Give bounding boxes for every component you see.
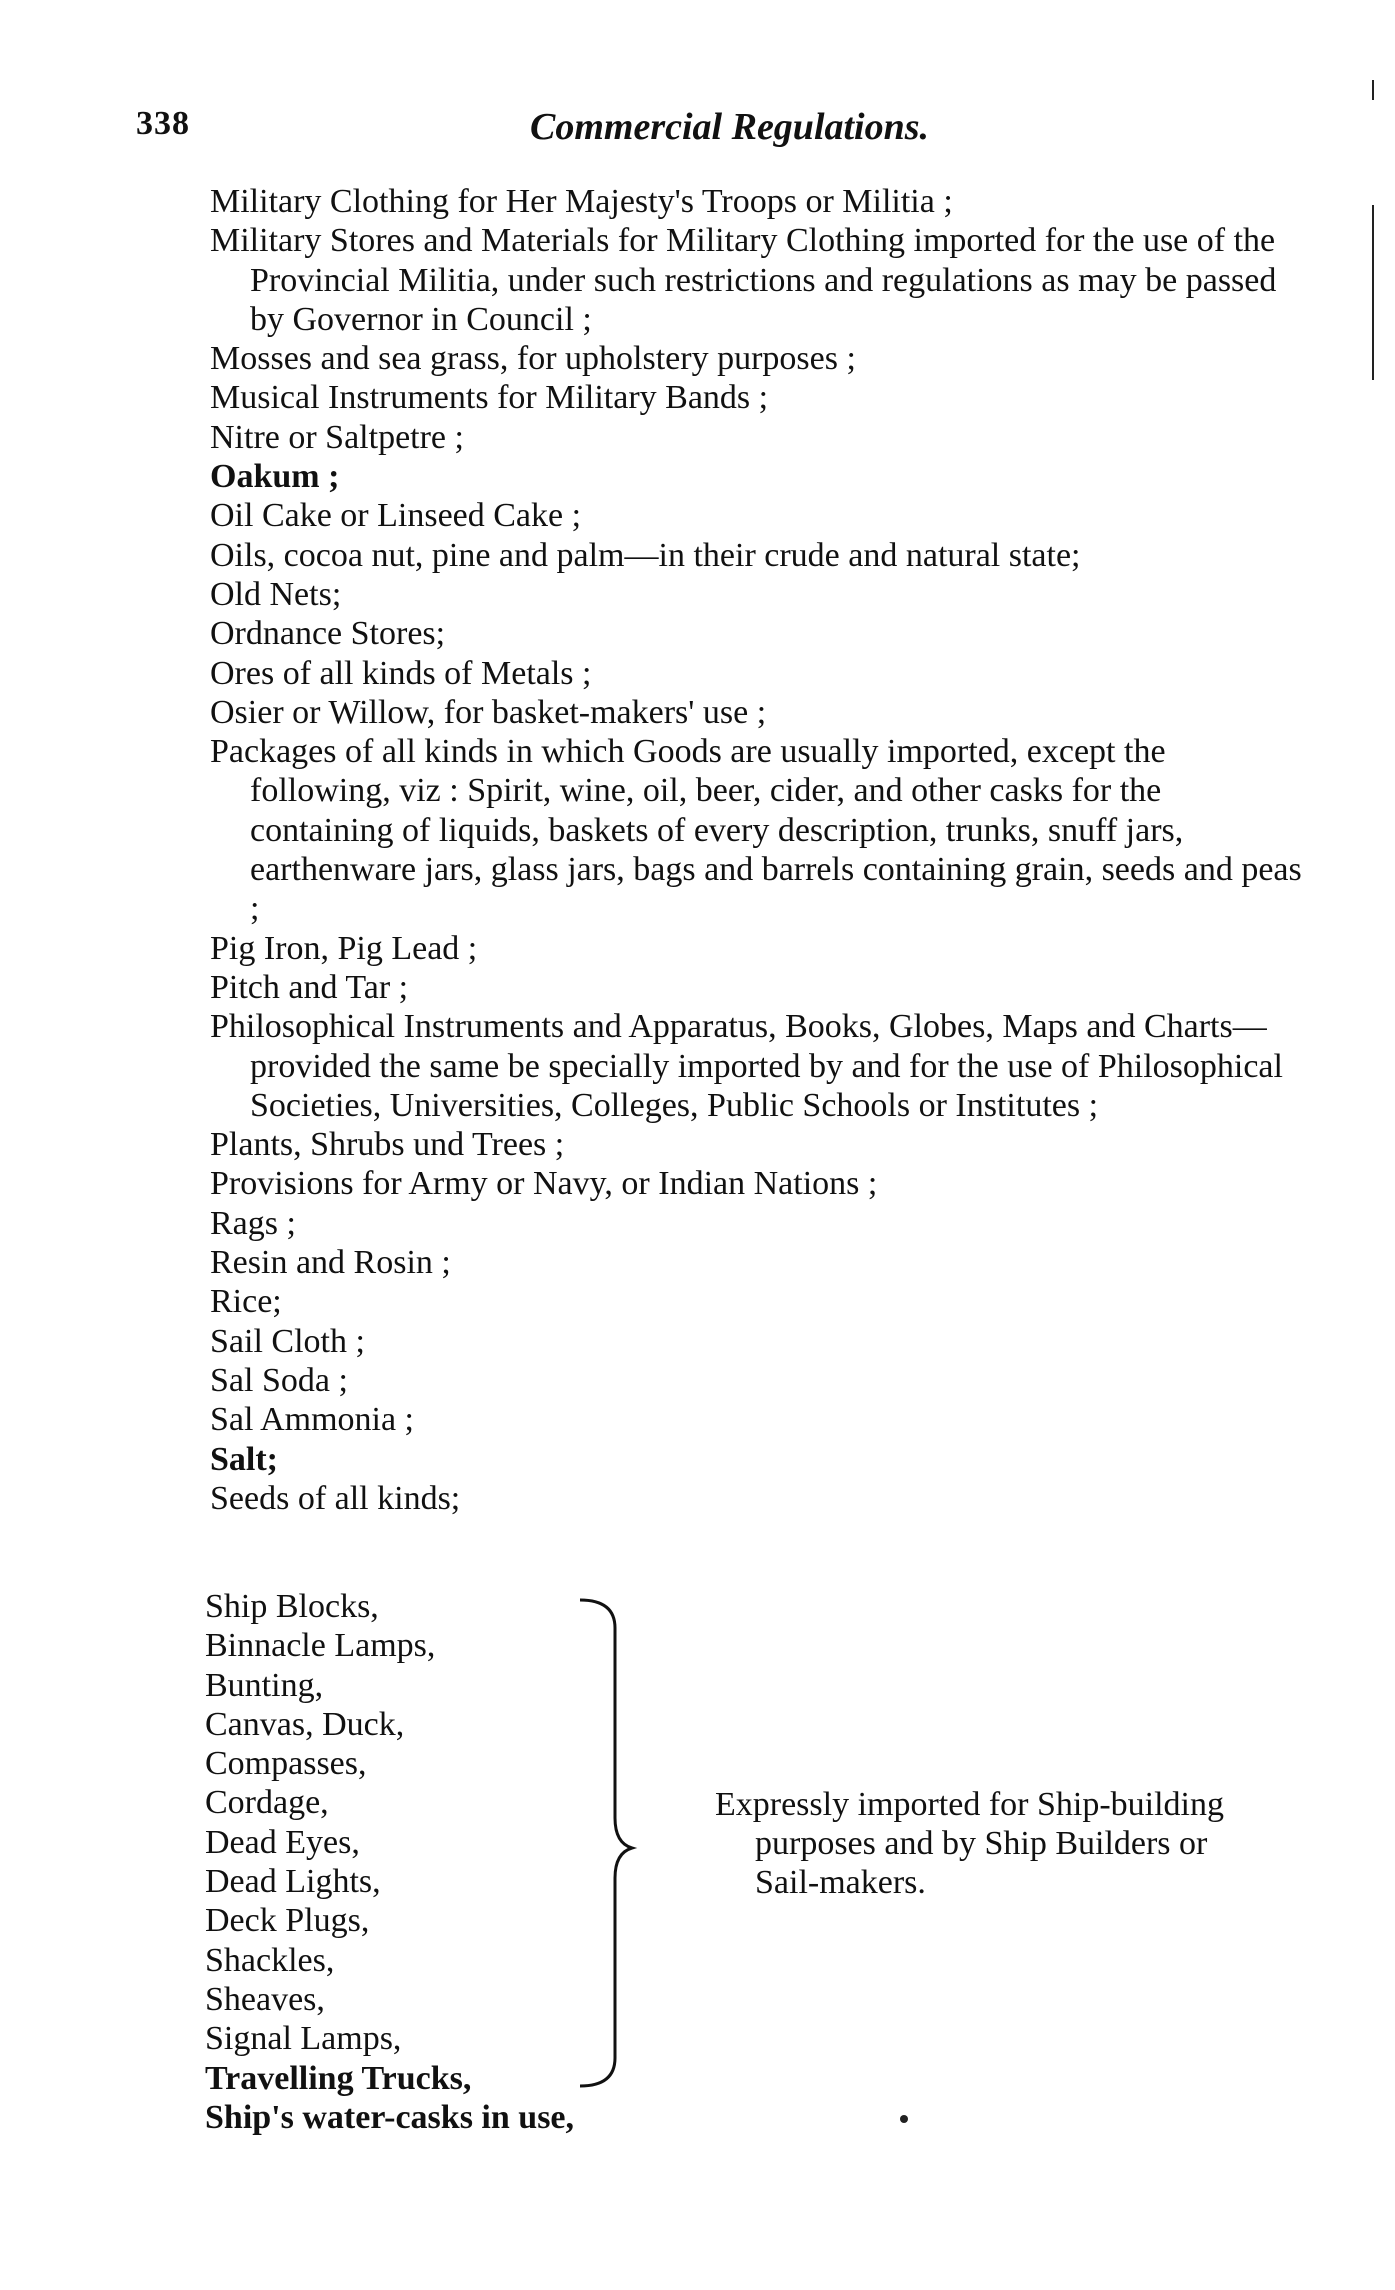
list-entry: Plants, Shrubs und Trees ; (210, 1126, 565, 1164)
list-entry: Sal Soda ; (210, 1361, 348, 1399)
ship-item: Sheaves, (205, 1980, 325, 2018)
ship-item: Dead Lights, (205, 1863, 381, 1901)
list-entry: Old Nets; (210, 575, 342, 613)
ship-item: Signal Lamps, (205, 2020, 402, 2058)
list-entry: Rice; (210, 1283, 282, 1321)
margin-mark (1372, 205, 1374, 380)
note-line: Sail-makers. (755, 1864, 926, 1901)
ship-item: Ship Blocks, (205, 1588, 379, 1625)
list-entry: Sail Cloth ; (210, 1322, 365, 1360)
list-entry: Oil Cake or Linseed Cake ; (210, 497, 582, 535)
tariff-free-list (210, 182, 1310, 1518)
list-entry: Sal Ammonia ; (210, 1401, 414, 1439)
margin-mark (1372, 80, 1374, 100)
ship-item: Canvas, Duck, (205, 1705, 405, 1743)
ship-building-note (715, 1785, 1315, 1902)
list-entry: Provisions for Army or Navy, or Indian Nations ; (210, 1165, 878, 1203)
list-entry: Philosophical Instruments and Apparatus, Books, Globes, Maps and Charts—provided the same be specially imported by and for the use of Philosophical Societies, Universities, Colleges, Public Schools or Institutes ; (210, 1008, 1283, 1124)
list-entry: Ores of all kinds of Metals ; (210, 654, 592, 692)
list-entry: Musical Instruments for Military Bands ; (210, 379, 769, 417)
list-entry: Pitch and Tar ; (210, 968, 409, 1006)
ship-item: Dead Eyes, (205, 1823, 360, 1861)
list-entry: Seeds of all kinds; (210, 1479, 461, 1517)
running-title: Commercial Regulations. (530, 106, 930, 148)
list-entry: Rags ; (210, 1204, 296, 1242)
page-number: 338 (136, 105, 190, 142)
note-line: Expressly imported for Ship-building (715, 1786, 1225, 1823)
ship-item: Shackles, (205, 1941, 335, 1979)
list-entry: Military Stores and Materials for Military Clothing imported for the use of the Provincial Militia, under such restrictions and regulations as may be passed by Governor in Council ; (210, 222, 1277, 338)
ship-item: Cordage, (205, 1784, 329, 1822)
ship-item: Compasses, (205, 1745, 367, 1783)
ink-dot (900, 2115, 908, 2123)
list-entry: Osier or Willow, for basket-makers' use ; (210, 693, 767, 731)
list-entry: Nitre or Saltpetre ; (210, 418, 464, 456)
list-entry: Resin and Rosin ; (210, 1244, 451, 1282)
ship-item: Bunting, (205, 1666, 324, 1704)
list-entry: Military Clothing for Her Majesty's Troops or Militia ; (210, 183, 953, 220)
note-line: purposes and by Ship Builders or (755, 1825, 1208, 1862)
list-entry: Ordnance Stores; (210, 615, 446, 653)
list-entry: Pig Iron, Pig Lead ; (210, 929, 478, 967)
list-entry: Oakum ; (210, 458, 340, 496)
ship-item: Deck Plugs, (205, 1902, 370, 1940)
list-entry: Packages of all kinds in which Goods are usually imported, except the following, viz : Spirit, wine, oil, beer, cider, and other casks for the containing of liquids, baskets of every description, trunks, snuff jars, earthenware jars, glass jars, bags and barrels containing grain, seeds and peas ; (210, 733, 1302, 928)
curly-brace (570, 1598, 640, 2088)
list-entry: Salt; (210, 1440, 278, 1478)
ship-item: Binnacle Lamps, (205, 1627, 436, 1665)
ship-item: Ship's water-casks in use, (205, 2098, 575, 2136)
list-entry: Oils, cocoa nut, pine and palm—in their crude and natural state; (210, 536, 1081, 574)
ship-item: Travelling Trucks, (205, 2059, 472, 2097)
list-entry: Mosses and sea grass, for upholstery purposes ; (210, 340, 856, 378)
